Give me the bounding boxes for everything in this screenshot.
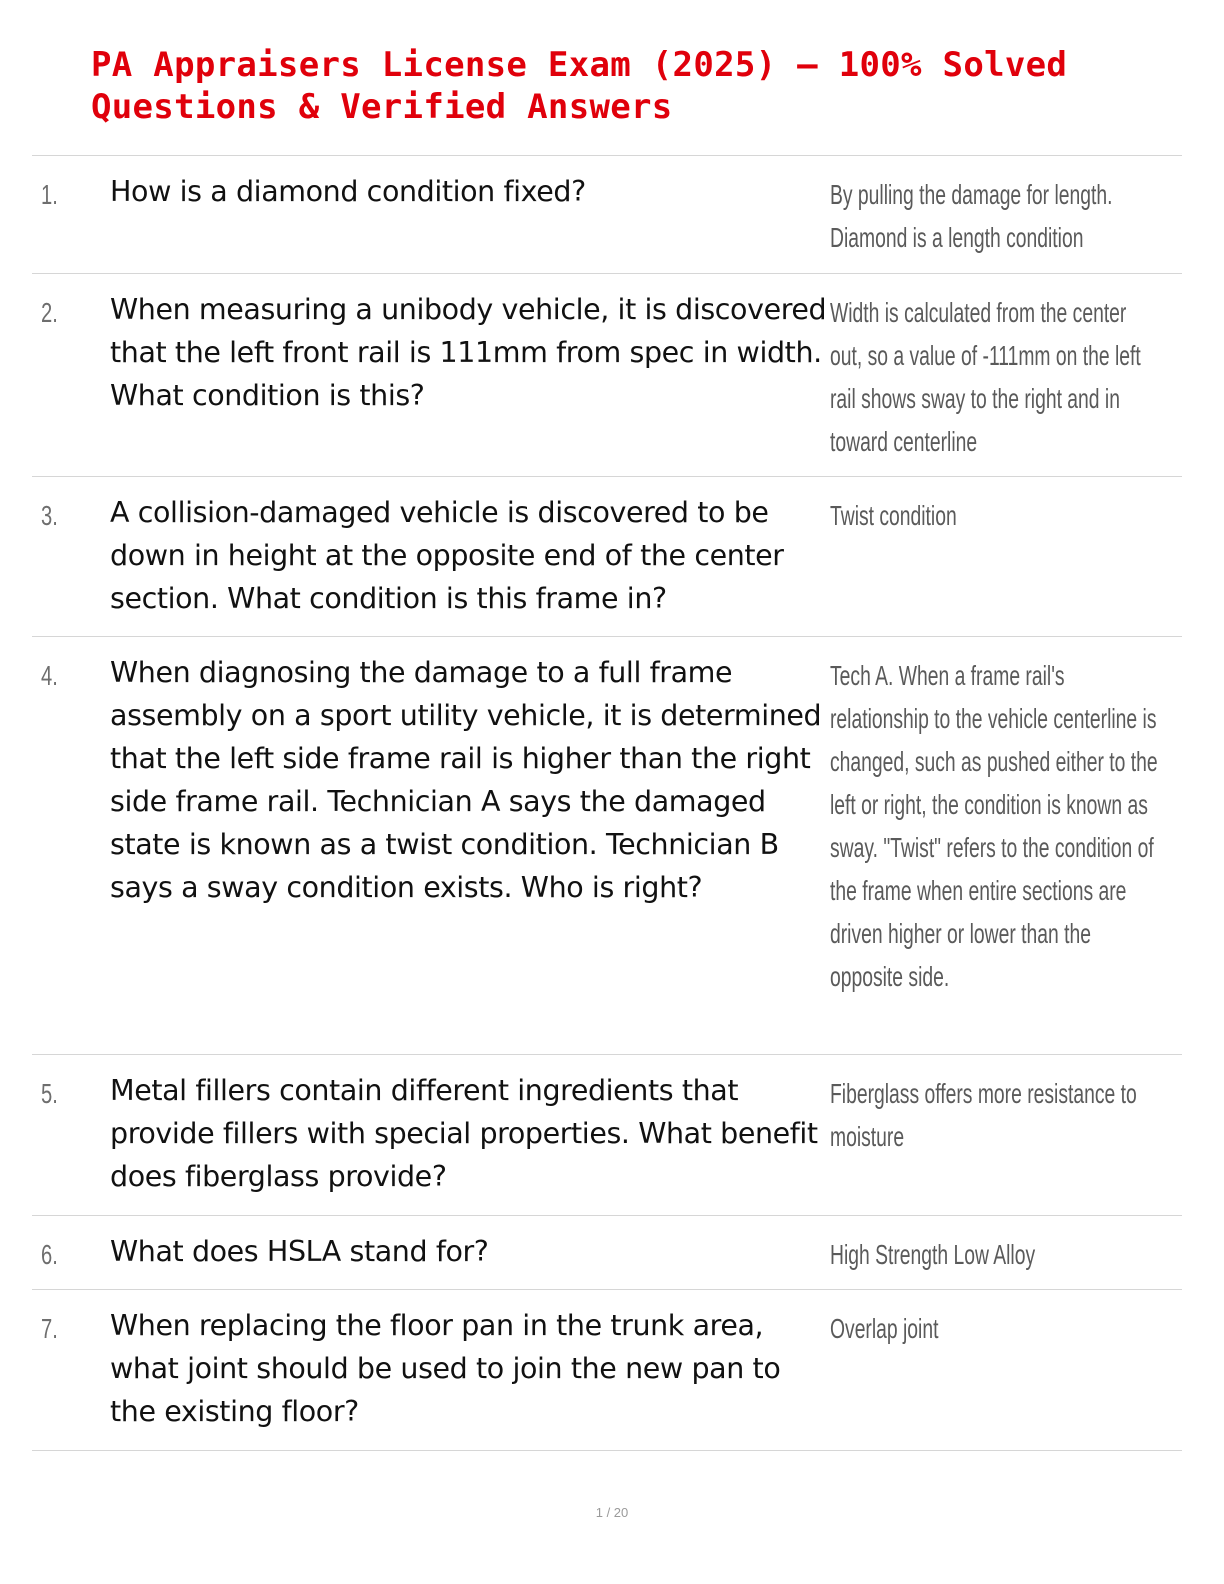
answer-text: Tech A. When a frame rail's relationship to the vehicle centerline is changed, such as pushed either to the left or right, the condition is known as sway. "Twist" refers to the condition of the frame when entire sections are driven higher or lower than the opposite side. [830, 660, 1158, 992]
question-text: A collision-damaged vehicle is discovered to be down in height at the opposite end of the center section. What condition is this frame in? [110, 496, 784, 615]
question-number: 1. [41, 179, 58, 210]
qa-item-7 [32, 1290, 1182, 1451]
answer-text: Width is calculated from the center out, so a value of -111mm on the left rail shows sway to the right and in toward centerline [830, 297, 1141, 457]
answer-text: Overlap joint [830, 1313, 939, 1344]
qa-item-3 [32, 477, 1182, 637]
question-text: How is a diamond condition fixed? [110, 175, 586, 208]
question-text: When replacing the floor pan in the trunk area, what joint should be used to join the new pan to the existing floor? [110, 1309, 781, 1428]
question-number: 6. [41, 1239, 58, 1270]
question-text: When measuring a unibody vehicle, it is discovered that the left front rail is 111mm from spec in width. What condition is this? [110, 293, 827, 412]
question-number: 4. [41, 660, 58, 691]
qa-item-2 [32, 274, 1182, 477]
qa-item-6 [32, 1216, 1182, 1290]
answer-text: By pulling the damage for length. Diamond is a length condition [830, 179, 1113, 253]
qa-list [32, 155, 1182, 1451]
question-number: 7. [41, 1313, 58, 1344]
question-number: 3. [41, 500, 58, 531]
question-text: What does HSLA stand for? [110, 1235, 489, 1268]
answer-text: Fiberglass offers more resistance to moisture [830, 1078, 1137, 1152]
answer-text: High Strength Low Alloy [830, 1239, 1036, 1270]
qa-item-4 [32, 637, 1182, 1055]
qa-item-1 [32, 156, 1182, 274]
question-text: When diagnosing the damage to a full frame assembly on a sport utility vehicle, it is determined that the left side frame rail is higher than the right side frame rail. Technician A says the damaged state is known as a twist condition. Technician B says a sway condition exists. Who is right? [110, 656, 822, 904]
answer-text: Twist condition [830, 500, 957, 531]
qa-item-5 [32, 1055, 1182, 1216]
question-text: Metal fillers contain different ingredients that provide fillers with special properties. What benefit does fiberglass provide? [110, 1074, 818, 1193]
question-number: 5. [41, 1078, 58, 1109]
page-indicator: 1 / 20 [595, 1505, 629, 1520]
question-number: 2. [41, 297, 58, 328]
document-title: PA Appraisers License Exam (2025) – 100% Solved Questions & Verified Answers [91, 45, 1068, 127]
